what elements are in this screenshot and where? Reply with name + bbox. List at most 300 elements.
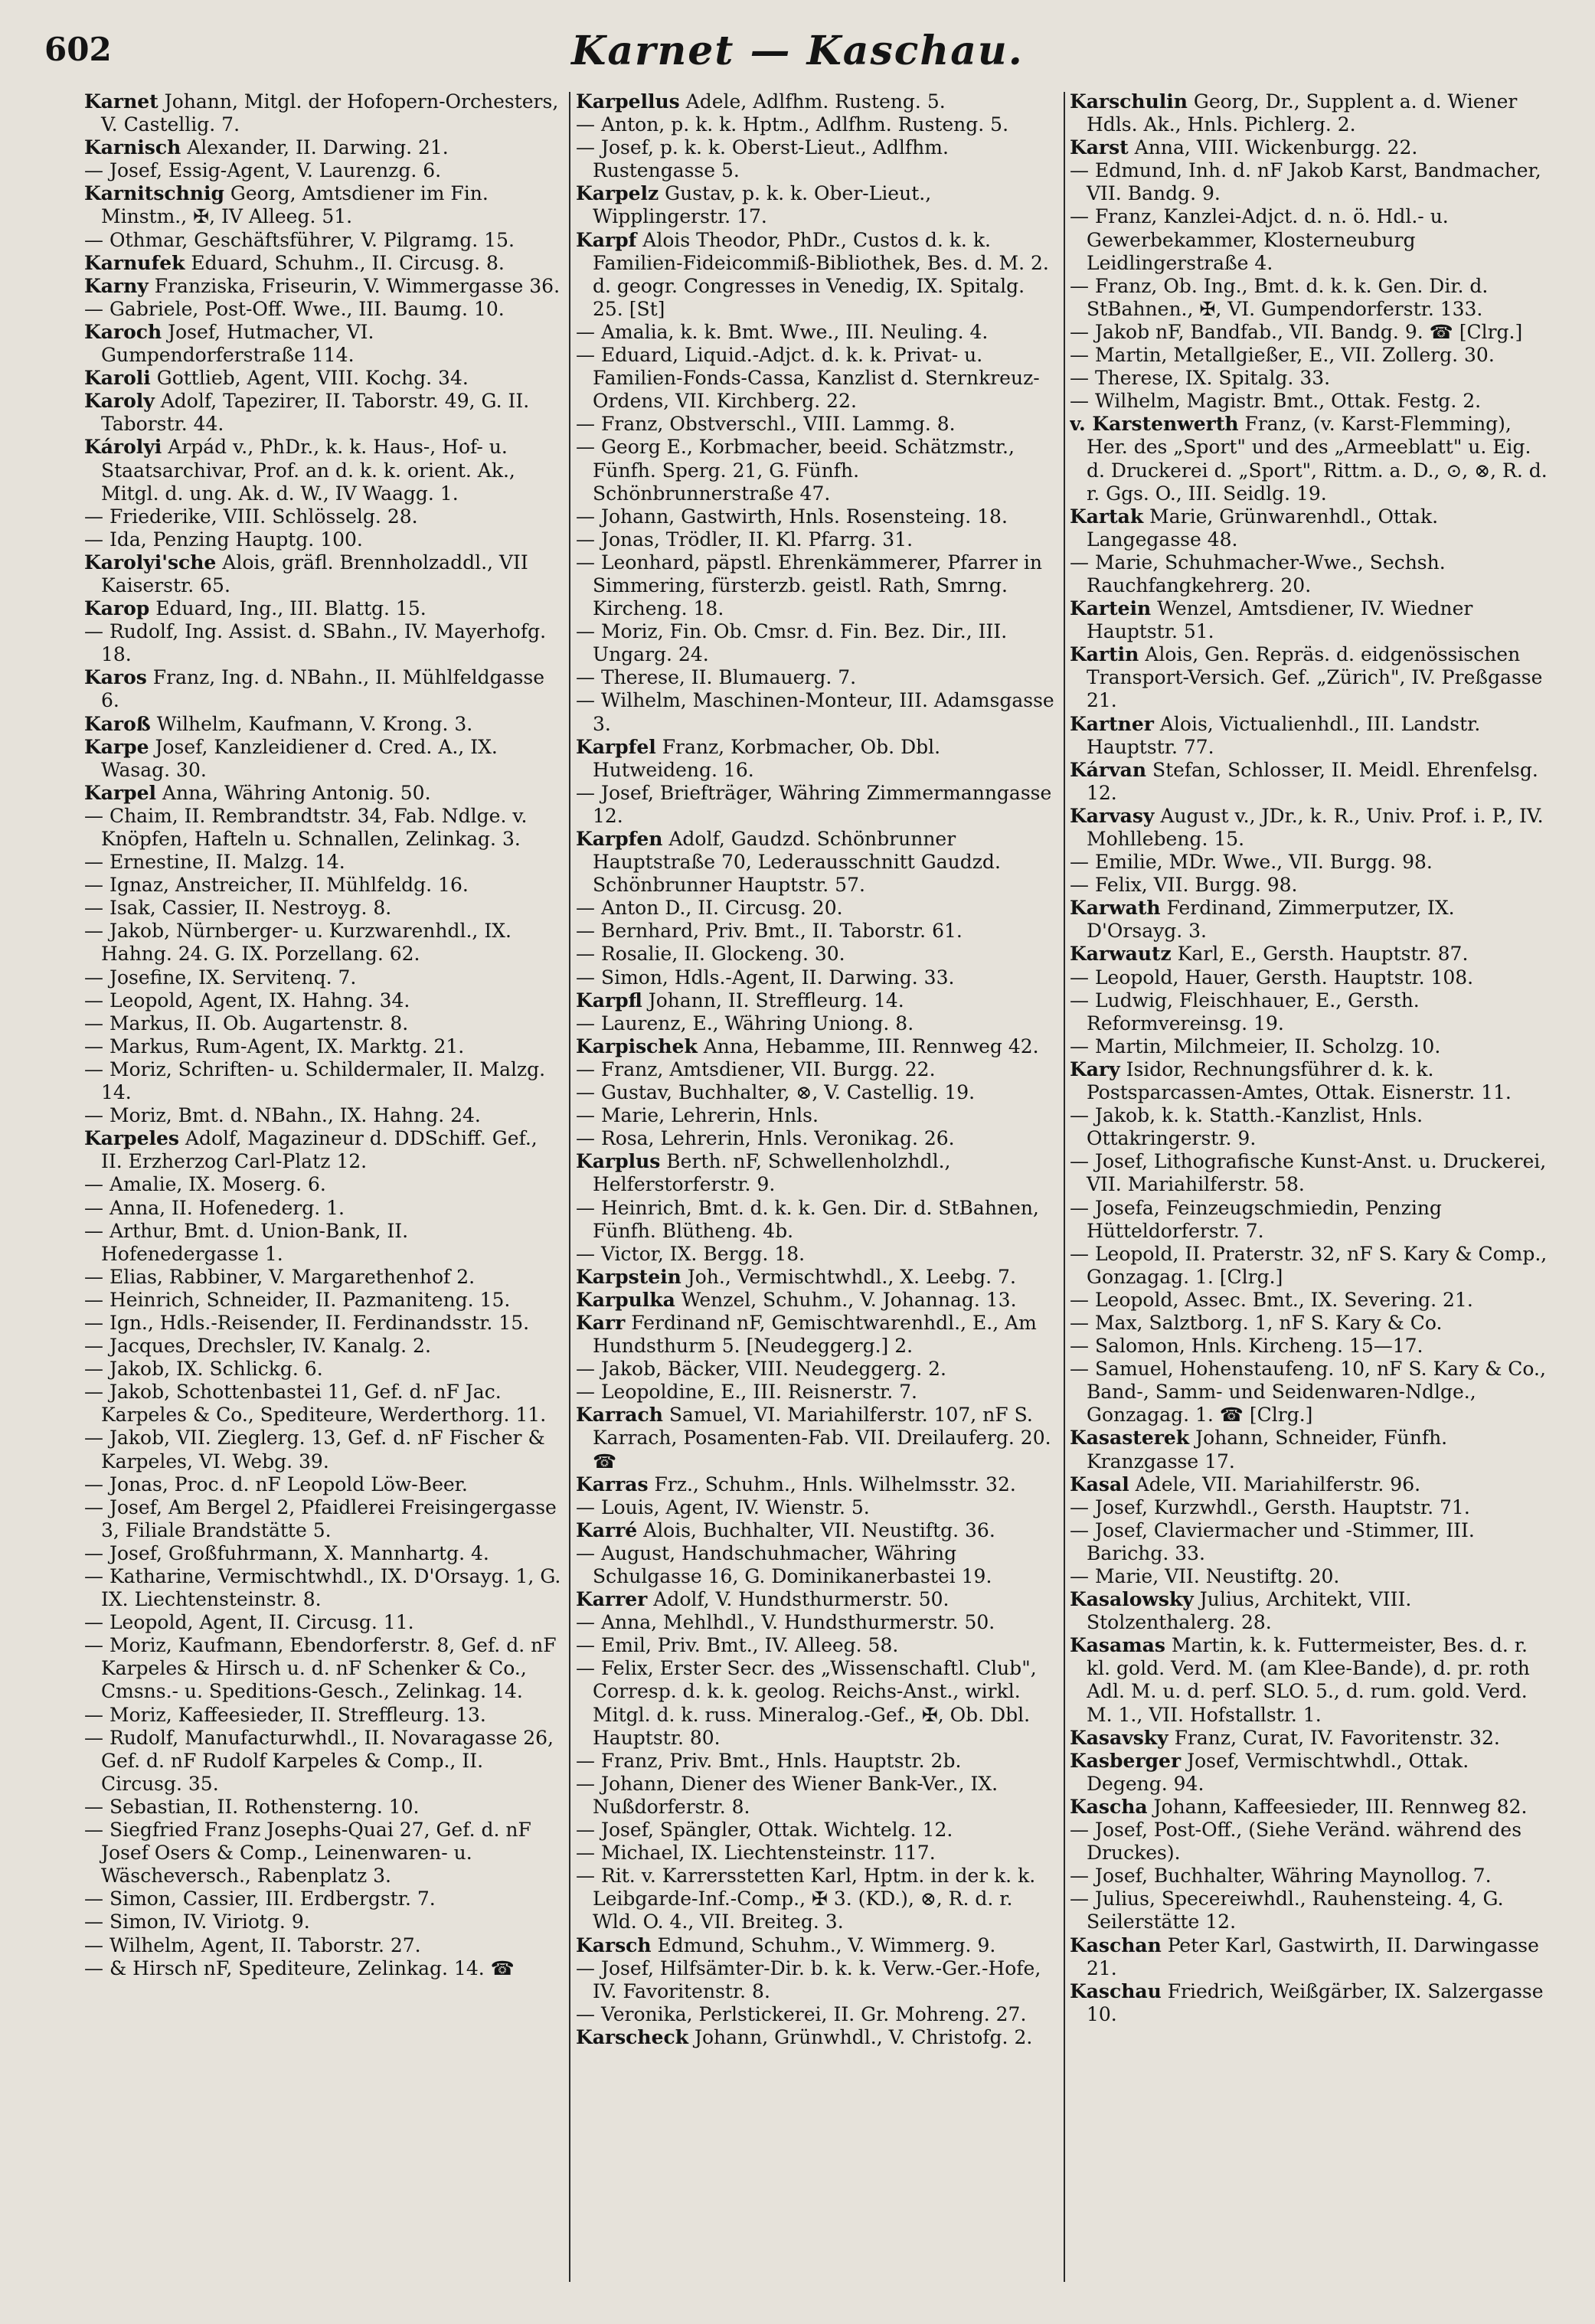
- directory-entry: [576, 528, 1057, 551]
- entry-details: — Simon, IV. Viriotg. 9.: [84, 1911, 310, 1933]
- entry-surname: Karschulin: [1070, 90, 1188, 113]
- directory-entry: [1070, 344, 1551, 367]
- directory-entry: [1070, 1197, 1551, 1243]
- directory-entry: [84, 182, 563, 228]
- directory-entry: [576, 1611, 1057, 1634]
- directory-entry: [1070, 805, 1551, 851]
- entry-surname: Kasalowsky: [1070, 1588, 1194, 1611]
- entry-details: — Johann, Diener des Wiener Bank-Ver., IX. Nußdorferstr. 8.: [576, 1772, 999, 1818]
- entry-surname: Karpe: [84, 735, 149, 758]
- entry-details: — Rosalie, II. Glockeng. 30.: [576, 943, 845, 966]
- directory-entry: [84, 897, 563, 920]
- directory-column-1: [84, 90, 563, 2296]
- entry-surname: Karpf: [576, 228, 637, 251]
- directory-entry: [84, 1888, 563, 1911]
- entry-details: — Rudolf, Ing. Assist. d. SBahn., IV. Mayerhofg. 18.: [84, 620, 547, 666]
- entry-surname: Kartein: [1070, 597, 1152, 620]
- entry-details: — Jacques, Drechsler, IV. Kanalg. 2.: [84, 1335, 431, 1358]
- directory-entry: [1070, 1035, 1551, 1058]
- entry-surname: Karré: [576, 1518, 638, 1541]
- directory-entry: [576, 136, 1057, 182]
- entry-details: — Edmund, Inh. d. nF Jakob Karst, Bandmacher, VII. Bandg. 9.: [1070, 159, 1541, 205]
- entry-surname: Karoß: [84, 712, 151, 735]
- entry-details: — Josef, p. k. k. Oberst-Lieut., Adlfhm. Rustengasse 5.: [576, 136, 949, 182]
- entry-details: Eduard, Schuhm., II. Circusg. 8.: [185, 251, 505, 274]
- directory-entry: [576, 413, 1057, 436]
- directory-entry: [84, 1611, 563, 1634]
- column-divider: [1064, 92, 1065, 2282]
- directory-entry: [84, 1957, 563, 1980]
- entry-details: Wilhelm, Kaufmann, V. Krong. 3.: [150, 712, 473, 735]
- directory-entry: [84, 1104, 563, 1127]
- entry-details: — Amalia, k. k. Bmt. Wwe., III. Neuling. 4.: [576, 320, 989, 343]
- entry-details: Franziska, Friseurin, V. Wimmergasse 36.: [148, 274, 561, 297]
- directory-entry: [576, 943, 1057, 966]
- directory-entry: [84, 851, 563, 874]
- directory-entry: [576, 1473, 1057, 1496]
- directory-entry: [1070, 897, 1551, 943]
- entry-details: — Sebastian, II. Rothensterng. 10.: [84, 1795, 420, 1818]
- entry-details: Anna, Währing Antonig. 50.: [155, 781, 431, 804]
- entry-details: — Jonas, Trödler, II. Kl. Pfarrg. 31.: [576, 528, 914, 551]
- directory-entry: [576, 1289, 1057, 1312]
- directory-entry: [1070, 1750, 1551, 1796]
- entry-details: Wenzel, Schuhm., V. Johannag. 13.: [675, 1288, 1017, 1311]
- entry-details: — Josef, Am Bergel 2, Pfaidlerei Freisingergasse 3, Filiale Brandstätte 5.: [84, 1495, 557, 1541]
- directory-entry: [1070, 597, 1551, 643]
- entry-details: Marie, Grünwarenhdl., Ottak. Langegasse 48.: [1087, 505, 1439, 551]
- directory-entry: [576, 505, 1057, 528]
- entry-details: — Louis, Agent, IV. Wienstr. 5.: [576, 1495, 870, 1518]
- directory-entry: [576, 1865, 1057, 1933]
- directory-entry: [1070, 367, 1551, 390]
- entry-details: — Moriz, Kaufmann, Ebendorferstr. 8, Gef. d. nF Karpeles & Hirsch u. d. nF Schenker & Co., Cmsns.- u. Speditions-Gesch., Zelinkag. 14.: [84, 1634, 557, 1703]
- entry-details: — Rudolf, Manufacturwhdl., II. Novaragasse 26, Gef. d. nF Rudolf Karpeles & Comp., II. Circusg. 35.: [84, 1726, 554, 1795]
- directory-entry: [576, 90, 1057, 113]
- entry-surname: Kartner: [1070, 712, 1154, 735]
- entry-details: — Markus, Rum-Agent, IX. Marktg. 21.: [84, 1035, 465, 1057]
- entry-details: — Franz, Amtsdiener, VII. Burgg. 22.: [576, 1057, 936, 1080]
- entry-surname: Kary: [1070, 1057, 1120, 1080]
- directory-entry: [84, 1173, 563, 1196]
- directory-entry: [1070, 1289, 1551, 1312]
- entry-surname: Karpfl: [576, 989, 642, 1012]
- entry-details: — Moriz, Kaffeesieder, II. Streffleurg. 13.: [84, 1703, 486, 1726]
- directory-entry: [84, 367, 563, 390]
- entry-details: — Marie, VII. Neustiftg. 20.: [1070, 1565, 1340, 1587]
- entry-details: Josef, Vermischtwhdl., Ottak. Degeng. 94.: [1087, 1749, 1469, 1795]
- entry-details: Adolf, V. Hundsthurmerstr. 50.: [647, 1588, 949, 1611]
- entry-details: Georg, Dr., Supplent a. d. Wiener Hdls. Ak., Hnls. Pichlerg. 2.: [1087, 90, 1518, 136]
- entry-surname: Kaschau: [1070, 1979, 1162, 2002]
- directory-entry: [1070, 713, 1551, 759]
- entry-details: — Franz, Obstverschl., VIII. Lammg. 8.: [576, 413, 956, 436]
- directory-entry: [576, 1358, 1057, 1381]
- entry-details: — Therese, II. Blumauerg. 7.: [576, 666, 857, 689]
- entry-surname: Karplus: [576, 1150, 661, 1173]
- directory-entry: [84, 1496, 563, 1542]
- directory-column-3: [1070, 90, 1551, 2296]
- entry-details: — Katharine, Vermischtwhdl., IX. D'Orsayg. 1, G. IX. Liechtensteinstr. 8.: [84, 1565, 561, 1611]
- entry-details: — Josef, Lithografische Kunst-Anst. u. Druckerei, VII. Mariahilferstr. 58.: [1070, 1150, 1547, 1196]
- entry-details: Alois Theodor, PhDr., Custos d. k. k. Familien-Fideicommiß-Bibliothek, Bes. d. M. 2. d. geogr. Congresses in Venedig, IX. Spitalg. 25. [St]: [593, 228, 1049, 320]
- entry-details: — Veronika, Perlstickerei, II. Gr. Mohreng. 27.: [576, 2002, 1027, 2025]
- directory-entry: [84, 874, 563, 897]
- directory-entry: [1070, 159, 1551, 205]
- directory-entry: [84, 136, 563, 159]
- directory-entry: [576, 551, 1057, 620]
- entry-surname: Kaschan: [1070, 1933, 1162, 1956]
- entry-details: — Friederike, VIII. Schlösselg. 28.: [84, 505, 418, 528]
- entry-details: — Marie, Lehrerin, Hnls.: [576, 1104, 819, 1127]
- entry-details: Anna, Hebamme, III. Rennweg 42.: [697, 1035, 1039, 1057]
- directory-entry: [84, 1473, 563, 1496]
- entry-details: Eduard, Ing., III. Blattg. 15.: [149, 597, 427, 620]
- directory-entry: [576, 1957, 1057, 2003]
- entry-details: — Victor, IX. Bergg. 18.: [576, 1242, 806, 1265]
- entry-details: — Max, Salztborg. 1, nF S. Kary & Co.: [1070, 1311, 1443, 1334]
- directory-entry: [576, 1634, 1057, 1657]
- directory-entry: [84, 1058, 563, 1104]
- directory-entry: [576, 1150, 1057, 1196]
- directory-entry: [1070, 413, 1551, 505]
- entry-surname: Karsch: [576, 1933, 652, 1956]
- directory-entry: [576, 436, 1057, 505]
- directory-entry: [84, 1197, 563, 1220]
- entry-details: — Heinrich, Schneider, II. Pazmaniteng. 15.: [84, 1288, 511, 1311]
- directory-entry: [1070, 1980, 1551, 2026]
- entry-details: — Leonhard, päpstl. Ehrenkämmerer, Pfarrer in Simmering, fürsterzb. geistl. Rath, Smrng. Kircheng. 18.: [576, 551, 1042, 620]
- entry-surname: Karpstein: [576, 1265, 681, 1288]
- directory-entry: [84, 1220, 563, 1266]
- entry-details: — Leopold, Agent, II. Circusg. 11.: [84, 1611, 414, 1634]
- directory-entry: [576, 1934, 1057, 1957]
- directory-entry: [1070, 136, 1551, 159]
- entry-details: Johann, Mitgl. der Hofopern-Orchesters, V. Castellig. 7.: [101, 90, 559, 136]
- directory-entry: [1070, 1634, 1551, 1726]
- directory-entry: [84, 666, 563, 712]
- entry-details: — Chaim, II. Rembrandtstr. 34, Fab. Ndlge. v. Knöpfen, Hafteln u. Schnallen, Zelinkag. 3.: [84, 804, 528, 850]
- entry-surname: Karwath: [1070, 897, 1161, 920]
- entry-surname: Karoli: [84, 367, 151, 390]
- entry-details: Ferdinand, Zimmerputzer, IX. D'Orsayg. 3.: [1087, 897, 1455, 943]
- entry-details: — Jakob, IX. Schlickg. 6.: [84, 1358, 323, 1381]
- entry-details: — Amalie, IX. Moserg. 6.: [84, 1173, 326, 1196]
- entry-details: Gottlieb, Agent, VIII. Kochg. 34.: [150, 367, 469, 390]
- entry-details: — Anton D., II. Circusg. 20.: [576, 897, 843, 920]
- entry-surname: Karos: [84, 666, 147, 689]
- entry-details: — Josef, Spängler, Ottak. Wichtelg. 12.: [576, 1819, 953, 1842]
- directory-entry: [576, 828, 1057, 897]
- entry-details: — Martin, Metallgießer, E., VII. Zollerg. 30.: [1070, 344, 1495, 367]
- directory-entry: [84, 229, 563, 252]
- directory-entry: [84, 321, 563, 367]
- entry-details: — Julius, Specereiwhdl., Rauhensteing. 4, G. Seilerstätte 12.: [1070, 1888, 1504, 1933]
- directory-entry: [1070, 1496, 1551, 1519]
- entry-details: — Felix, Erster Secr. des „Wissenschaftl. Club", Corresp. d. k. k. geolog. Reichs-Anst., wirkl. Mitgl. d. k. russ. Mineralog.-Gef., ✠, Ob. Dbl. Hauptstr. 80.: [576, 1657, 1037, 1749]
- directory-entry: [1070, 1888, 1551, 1933]
- directory-entry: [1070, 1727, 1551, 1750]
- entry-details: Adele, Adlfhm. Rusteng. 5.: [679, 90, 946, 113]
- entry-surname: Karnisch: [84, 136, 181, 159]
- directory-entry: [84, 1035, 563, 1058]
- entry-surname: Karoly: [84, 390, 155, 413]
- directory-entry: [576, 989, 1057, 1012]
- entry-details: — Therese, IX. Spitalg. 33.: [1070, 367, 1331, 390]
- entry-details: — Franz, Ob. Ing., Bmt. d. k. k. Gen. Dir. d. StBahnen., ✠, VI. Gumpendorferstr. 133.: [1070, 274, 1489, 320]
- entry-details: — Bernhard, Priv. Bmt., II. Taborstr. 61.: [576, 920, 963, 943]
- entry-details: — Moriz, Schriften- u. Schildermaler, II. Malzg. 14.: [84, 1057, 546, 1104]
- directory-entry: [1070, 1358, 1551, 1427]
- directory-entry: [576, 897, 1057, 920]
- directory-entry: [576, 1127, 1057, 1150]
- directory-entry: [84, 1335, 563, 1358]
- entry-surname: Karras: [576, 1473, 649, 1495]
- entry-surname: Karpischek: [576, 1035, 698, 1057]
- directory-entry: [576, 2026, 1057, 2049]
- column-divider: [569, 92, 570, 2282]
- directory-entry: [1070, 874, 1551, 897]
- directory-entry: [576, 113, 1057, 136]
- entry-details: Frz., Schuhm., Hnls. Wilhelmsstr. 32.: [648, 1473, 1016, 1495]
- directory-entry: [84, 1312, 563, 1335]
- entry-surname: Karrach: [576, 1404, 663, 1427]
- directory-entry: [1070, 275, 1551, 321]
- entry-details: Alois, Victualienhdl., III. Landstr. Hauptstr. 77.: [1087, 712, 1481, 758]
- entry-details: Johann, Kaffeesieder, III. Rennweg 82.: [1147, 1795, 1528, 1818]
- directory-entry: [84, 1704, 563, 1727]
- directory-entry: [576, 1750, 1057, 1773]
- entry-details: — Wilhelm, Maschinen-Monteur, III. Adamsgasse 3.: [576, 689, 1054, 735]
- entry-surname: Karscheck: [576, 2025, 689, 2048]
- entry-details: Adolf, Tapezirer, II. Taborstr. 49, G. II. Taborstr. 44.: [101, 390, 530, 436]
- entry-surname: Kasal: [1070, 1473, 1129, 1495]
- entry-details: — Georg E., Korbmacher, beeid. Schätzmstr., Fünfh. Sperg. 21, G. Fünfh. Schönbrunnerstraße 47.: [576, 436, 1015, 505]
- directory-column-2: [576, 90, 1057, 2296]
- directory-entry: [1070, 1934, 1551, 1980]
- entry-details: — Franz, Kanzlei-Adjct. d. n. ö. Hdl.- u. Gewerbekammer, Klosterneuburg Leidlingerstraße 4.: [1070, 205, 1449, 274]
- directory-entry: [576, 1312, 1057, 1358]
- directory-entry: [576, 1496, 1057, 1519]
- entry-details: Karl, E., Gersth. Hauptstr. 87.: [1171, 943, 1469, 966]
- entry-surname: Kasberger: [1070, 1749, 1182, 1772]
- entry-details: — Josef, Großfuhrmann, X. Mannhartg. 4.: [84, 1541, 489, 1564]
- directory-entry: [576, 1058, 1057, 1081]
- entry-details: — Markus, II. Ob. Augartenstr. 8.: [84, 1012, 409, 1035]
- entry-details: Franz, Ing. d. NBahn., II. Mühlfeldgasse 6.: [101, 666, 544, 712]
- directory-entry: [576, 1081, 1057, 1104]
- entry-details: — Jakob, Nürnberger- u. Kurzwarenhdl., IX. Hahng. 24. G. IX. Porzellang. 62.: [84, 920, 512, 966]
- directory-entry: [84, 1127, 563, 1173]
- entry-details: — Josef, Buchhalter, Währing Maynollog. 7.: [1070, 1865, 1492, 1888]
- entry-details: — Jonas, Proc. d. nF Leopold Löw-Beer.: [84, 1473, 468, 1495]
- entry-surname: Karpfen: [576, 828, 663, 850]
- directory-entry: [84, 551, 563, 597]
- entry-details: — Wilhelm, Magistr. Bmt., Ottak. Festg. 2.: [1070, 390, 1482, 413]
- directory-entry: [84, 1012, 563, 1035]
- entry-details: — Moriz, Fin. Ob. Cmsr. d. Fin. Bez. Dir., III. Ungarg. 24.: [576, 620, 1008, 666]
- entry-surname: Karolyi'sche: [84, 551, 217, 574]
- entry-details: Adele, VII. Mariahilferstr. 96.: [1129, 1473, 1421, 1495]
- entry-details: — Ignaz, Anstreicher, II. Mühlfeldg. 16.: [84, 874, 469, 897]
- entry-surname: Karpel: [84, 781, 156, 804]
- entry-details: — Ludwig, Fleischhauer, E., Gersth. Reformvereinsg. 19.: [1070, 989, 1420, 1035]
- entry-details: — Othmar, Geschäftsführer, V. Pilgramg. 15.: [84, 228, 515, 251]
- directory-entry: [576, 1657, 1057, 1749]
- entry-surname: Karnufek: [84, 251, 185, 274]
- directory-entry: [576, 782, 1057, 828]
- directory-entry: [1070, 851, 1551, 874]
- entry-details: Julius, Architekt, VIII. Stolzenthalerg. 28.: [1087, 1588, 1412, 1634]
- entry-details: — Arthur, Bmt. d. Union-Bank, II. Hofenedergasse 1.: [84, 1219, 409, 1265]
- entry-details: Peter Karl, Gastwirth, II. Darwingasse 21.: [1087, 1933, 1539, 1979]
- directory-entry: [1070, 205, 1551, 274]
- directory-entry: [1070, 551, 1551, 597]
- entry-details: — Josef, Hilfsämter-Dir. b. k. k. Verw.-Ger.-Hofe, IV. Favoritenstr. 8.: [576, 1956, 1041, 2002]
- entry-details: — Salomon, Hnls. Kircheng. 15—17.: [1070, 1335, 1423, 1358]
- directory-entry: [1070, 505, 1551, 551]
- directory-entry: [576, 1243, 1057, 1266]
- entry-details: — August, Handschuhmacher, Währing Schulgasse 16, G. Dominikanerbastei 19.: [576, 1541, 992, 1587]
- entry-details: — Josef, Claviermacher und -Stimmer, III. Barichg. 33.: [1070, 1518, 1475, 1564]
- directory-entry: [576, 1035, 1057, 1058]
- directory-entry: [1070, 1312, 1551, 1335]
- entry-details: Alois, Buchhalter, VII. Neustiftg. 36.: [637, 1518, 995, 1541]
- entry-surname: Kascha: [1070, 1795, 1148, 1818]
- directory-entry: [84, 966, 563, 989]
- directory-entry: [1070, 1588, 1551, 1634]
- directory-entry: [84, 805, 563, 851]
- directory-entry: [84, 436, 563, 505]
- directory-entry: [1070, 1796, 1551, 1819]
- entry-details: — Jakob, Bäcker, VIII. Neudeggerg. 2.: [576, 1358, 946, 1381]
- entry-details: Josef, Hutmacher, VI. Gumpendorferstraße 114.: [101, 320, 374, 367]
- directory-entry: [1070, 1565, 1551, 1588]
- entry-surname: Karnet: [84, 90, 159, 113]
- directory-entry: [1070, 1519, 1551, 1565]
- entry-details: Berth. nF, Schwellenholzhdl., Helferstorferstr. 9.: [593, 1150, 951, 1196]
- directory-entry: [576, 920, 1057, 943]
- directory-entry: [576, 1381, 1057, 1404]
- entry-details: Franz, Korbmacher, Ob. Dbl. Hutweideng. 16.: [593, 735, 941, 781]
- directory-entry: [1070, 759, 1551, 805]
- directory-entry: [1070, 1150, 1551, 1196]
- entry-details: Adolf, Gaudzd. Schönbrunner Hauptstraße 70, Lederausschnitt Gaudzd. Schönbrunner Hauptstr. 57.: [593, 828, 1001, 897]
- entry-details: Arpád v., PhDr., k. k. Haus-, Hof- u. Staatsarchivar, Prof. an d. k. k. orient. Ak., Mitgl. d. ung. Ak. d. W., IV Waagg. 1.: [101, 436, 515, 505]
- entry-surname: Karpfel: [576, 735, 656, 758]
- entry-surname: Karpellus: [576, 90, 680, 113]
- entry-details: — Emil, Priv. Bmt., IV. Alleeg. 58.: [576, 1634, 899, 1657]
- directory-entry: [576, 1012, 1057, 1035]
- entry-details: — Simon, Hdls.-Agent, II. Darwing. 33.: [576, 966, 955, 989]
- entry-details: Samuel, VI. Mariahilferstr. 107, nF S. Karrach, Posamenten-Fab. VII. Dreilauferg. 20. ☎: [593, 1404, 1051, 1473]
- entry-details: — Samuel, Hohenstaufeng. 10, nF S. Kary & Co., Band-, Samm- und Seidenwaren-Ndlge., Gonzagag. 1. ☎ [Clrg.]: [1070, 1358, 1546, 1427]
- entry-details: — Anton, p. k. k. Hptm., Adlfhm. Rusteng. 5.: [576, 113, 1009, 136]
- entry-surname: Karpeles: [84, 1127, 179, 1150]
- entry-surname: Karpulka: [576, 1288, 675, 1311]
- entry-surname: Karny: [84, 274, 149, 297]
- entry-details: — Josefa, Feinzeugschmiedin, Penzing Hütteldorferstr. 7.: [1070, 1196, 1442, 1242]
- directory-entry: [84, 713, 563, 736]
- directory-entry: [84, 1427, 563, 1473]
- page-number: 602: [44, 31, 112, 68]
- entry-surname: Kasavsky: [1070, 1726, 1168, 1749]
- entry-surname: v. Karstenwerth: [1070, 413, 1239, 436]
- entry-details: Friedrich, Weißgärber, IX. Salzergasse 10.: [1087, 1979, 1544, 2025]
- entry-details: — Anna, II. Hofenederg. 1.: [84, 1196, 345, 1219]
- entry-details: — Heinrich, Bmt. d. k. k. Gen. Dir. d. StBahnen, Fünfh. Blütheng. 4b.: [576, 1196, 1039, 1242]
- directory-entry: [84, 159, 563, 182]
- directory-entry: [576, 2003, 1057, 2026]
- directory-entry: [84, 528, 563, 551]
- entry-surname: Kartin: [1070, 643, 1139, 666]
- entry-details: — Josef, Briefträger, Währing Zimmermanngasse 12.: [576, 781, 1052, 827]
- directory-entry: [576, 1542, 1057, 1588]
- directory-entry: [84, 920, 563, 966]
- directory-entry: [576, 1588, 1057, 1611]
- entry-details: — Josef, Post-Off., (Siehe Veränd. während des Druckes).: [1070, 1819, 1522, 1865]
- entry-details: Isidor, Rechnungsführer d. k. k. Postsparcassen-Amtes, Ottak. Eisnerstr. 11.: [1087, 1057, 1512, 1104]
- directory-entry: [1070, 390, 1551, 413]
- directory-entry: [576, 1773, 1057, 1819]
- entry-details: Johann, II. Streffleurg. 14.: [642, 989, 904, 1012]
- directory-entry: [84, 1634, 563, 1703]
- directory-entry: [1070, 1819, 1551, 1865]
- directory-entry: [576, 1404, 1057, 1473]
- entry-details: — Ida, Penzing Hauptg. 100.: [84, 528, 363, 551]
- entry-surname: Károlyi: [84, 436, 162, 459]
- directory-entry: [1070, 321, 1551, 344]
- directory-entry: [84, 989, 563, 1012]
- directory-entry: [84, 1381, 563, 1427]
- entry-details: August v., JDr., k. R., Univ. Prof. i. P., IV. Mohllebeng. 15.: [1087, 804, 1544, 850]
- entry-surname: Karoch: [84, 320, 162, 343]
- directory-entry: [1070, 1427, 1551, 1473]
- entry-surname: Kasasterek: [1070, 1427, 1190, 1450]
- directory-entry: [84, 298, 563, 321]
- entry-details: — Ign., Hdls.-Reisender, II. Ferdinandsstr. 15.: [84, 1311, 530, 1334]
- directory-entry: [84, 1542, 563, 1565]
- directory-entry: [1070, 1058, 1551, 1104]
- entry-details: — Gustav, Buchhalter, ⊗, V. Castellig. 19.: [576, 1081, 976, 1104]
- entry-details: Johann, Grünwhdl., V. Christofg. 2.: [688, 2025, 1033, 2048]
- directory-entry: [84, 1289, 563, 1312]
- directory-entry: [84, 1819, 563, 1888]
- directory-entry: [84, 597, 563, 620]
- directory-entry: [84, 1911, 563, 1933]
- entry-details: Gustav, p. k. k. Ober-Lieut., Wipplingerstr. 17.: [593, 182, 932, 228]
- entry-details: Alois, gräfl. Brennholzaddl., VII Kaiserstr. 65.: [101, 551, 528, 597]
- directory-entry: [84, 1266, 563, 1289]
- directory-entry: [84, 620, 563, 666]
- entry-surname: Kartak: [1070, 505, 1144, 528]
- directory-entry: [1070, 643, 1551, 712]
- directory-entry: [84, 90, 563, 136]
- entry-surname: Karr: [576, 1311, 626, 1334]
- directory-entry: [576, 666, 1057, 689]
- entry-details: — Marie, Schuhmacher-Wwe., Sechsh. Rauchfangkehrerg. 20.: [1070, 551, 1446, 597]
- directory-entry: [576, 182, 1057, 228]
- directory-entry: [84, 505, 563, 528]
- page-heading: Karnet — Kaschau.: [571, 28, 1024, 74]
- entry-details: Alexander, II. Darwing. 21.: [181, 136, 449, 159]
- entry-details: Alois, Gen. Repräs. d. eidgenössischen Transport-Versich. Gef. „Zürich", IV. Preßgasse 21.: [1087, 643, 1543, 712]
- directory-entry: [1070, 1104, 1551, 1150]
- directory-entry: [1070, 1473, 1551, 1496]
- directory-entry: [576, 344, 1057, 413]
- entry-details: — Gabriele, Post-Off. Wwe., III. Baumg. 10.: [84, 297, 505, 320]
- entry-details: Stefan, Schlosser, II. Meidl. Ehrenfelsg. 12.: [1087, 758, 1538, 804]
